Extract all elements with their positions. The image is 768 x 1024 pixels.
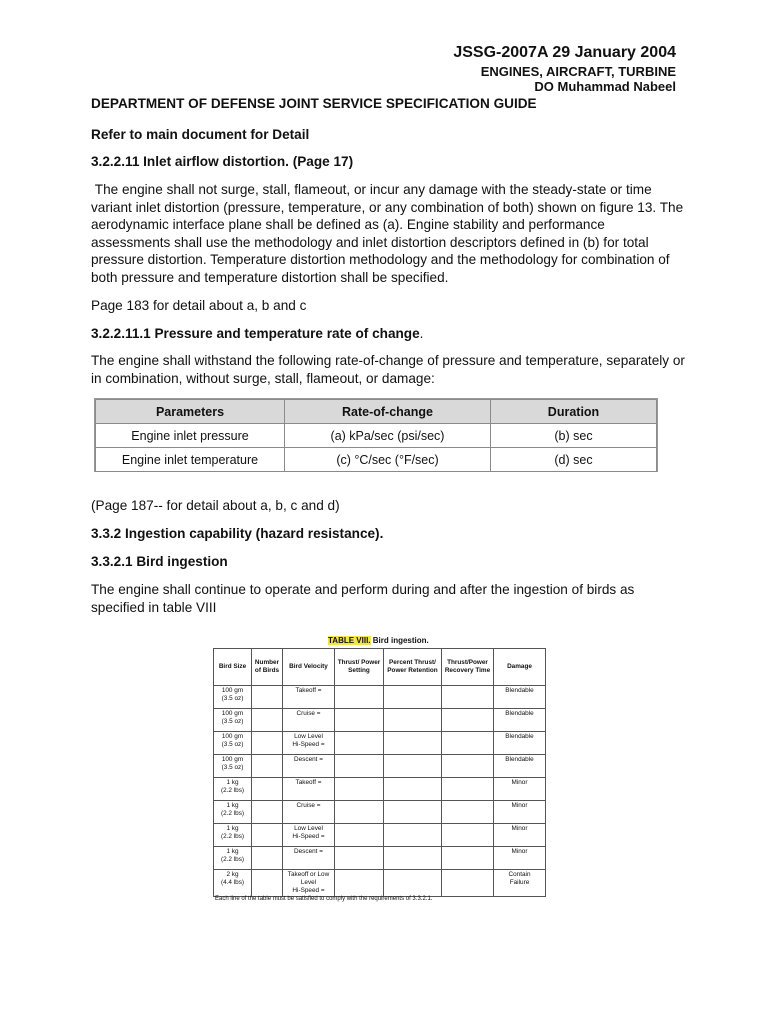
table-cell xyxy=(252,709,283,732)
table-cell xyxy=(384,801,442,824)
department-heading: DEPARTMENT OF DEFENSE JOINT SERVICE SPECIFICATION GUIDE xyxy=(91,96,537,111)
bird-table-caption xyxy=(328,636,429,645)
section-3-2-2-11-body: The engine shall not surge, stall, flameout, or incur any damage with the steady-state or time variant inlet distortion (pressure, temperature, or any combination of both) shown on figure 13. The aerodynamic interface plane shall be defined as (a). Engine stability and performance assessments shall use the methodology and inlet distortion descriptors defined in (b) for total pressure distortion. Temperature distortion methodology and the methodology for combination of both pressure and temperature distortion shall be specified. xyxy=(91,182,687,285)
table-row xyxy=(214,847,546,870)
table-header: Bird Velocity xyxy=(283,649,335,686)
table-cell: Low Level Hi-Speed = xyxy=(283,732,335,755)
table-cell: Engine inlet temperature xyxy=(96,448,285,472)
table-cell xyxy=(252,801,283,824)
section-3-2-2-11-heading: 3.2.2.11 Inlet airflow distortion. (Page 17) xyxy=(91,154,354,169)
table-header-row xyxy=(214,649,546,686)
table-cell: Minor xyxy=(494,801,546,824)
table-cell xyxy=(442,755,494,778)
table-cell: Low Level Hi-Speed = xyxy=(283,824,335,847)
table-cell: 1 kg (2.2 lbs) xyxy=(214,824,252,847)
table-header: Number of Birds xyxy=(252,649,283,686)
table-cell: Minor xyxy=(494,824,546,847)
table-cell xyxy=(335,801,384,824)
table-cell: (b) sec xyxy=(491,424,657,448)
table-row xyxy=(214,824,546,847)
table-cell xyxy=(442,709,494,732)
table-row xyxy=(214,732,546,755)
table-cell xyxy=(252,870,283,897)
table-cell xyxy=(335,686,384,709)
table-row xyxy=(96,448,657,472)
table-cell: (a) kPa/sec (psi/sec) xyxy=(285,424,491,448)
table-cell xyxy=(442,801,494,824)
table-cell xyxy=(442,732,494,755)
table-cell: 100 gm (3.5 oz) xyxy=(214,686,252,709)
table-header: Duration xyxy=(491,400,657,424)
heading-period: . xyxy=(419,326,424,341)
table-cell: Takeoff = xyxy=(283,686,335,709)
table-row xyxy=(96,424,657,448)
table-cell: Blendable xyxy=(494,755,546,778)
table-cell: 100 gm (3.5 oz) xyxy=(214,709,252,732)
table-cell xyxy=(442,870,494,897)
table-cell: Blendable xyxy=(494,709,546,732)
table-cell xyxy=(335,778,384,801)
table-header: Bird Size xyxy=(214,649,252,686)
table-header-row xyxy=(96,400,657,424)
table-cell xyxy=(335,824,384,847)
page-183-note: Page 183 for detail about a, b and c xyxy=(91,298,307,313)
table-cell: 1 kg (2.2 lbs) xyxy=(214,801,252,824)
table-header: Parameters xyxy=(96,400,285,424)
table-cell xyxy=(384,732,442,755)
table-cell: Engine inlet pressure xyxy=(96,424,285,448)
table-cell xyxy=(442,824,494,847)
bird-table-footnote: Each line of the table must be satisfied to comply with the requirements of 3.3.2.1. xyxy=(215,896,433,902)
table-cell: Takeoff = xyxy=(283,778,335,801)
table-cell xyxy=(252,778,283,801)
table-cell xyxy=(252,824,283,847)
table-cell xyxy=(252,847,283,870)
table-cell: Minor xyxy=(494,778,546,801)
section-3-2-2-11-1-body: The engine shall withstand the following rate-of-change of pressure and temperature, separately or in combination, without surge, stall, flameout, or damage: xyxy=(91,353,685,386)
table-header: Percent Thrust/ Power Retention xyxy=(384,649,442,686)
table-row xyxy=(214,686,546,709)
section-3-3-2-1-body: The engine shall continue to operate and perform during and after the ingestion of birds as specified in table VIII xyxy=(91,582,635,615)
table-cell xyxy=(384,824,442,847)
section-3-3-2-1-heading: 3.3.2.1 Bird ingestion xyxy=(91,554,228,569)
section-3-3-2-heading: 3.3.2 Ingestion capability (hazard resistance). xyxy=(91,526,384,541)
table-cell xyxy=(442,847,494,870)
table-cell xyxy=(384,870,442,897)
table-header: Thrust/Power Recovery Time xyxy=(442,649,494,686)
table-row xyxy=(214,778,546,801)
table-cell: (c) °C/sec (°F/sec) xyxy=(285,448,491,472)
table-cell xyxy=(252,755,283,778)
rate-of-change-table xyxy=(94,398,658,472)
table-cell xyxy=(384,847,442,870)
table-cell xyxy=(442,778,494,801)
table-cell xyxy=(252,686,283,709)
table-row xyxy=(214,755,546,778)
table-cell: 1 kg (2.2 lbs) xyxy=(214,847,252,870)
table-cell: 100 gm (3.5 oz) xyxy=(214,755,252,778)
table-cell: Cruise = xyxy=(283,801,335,824)
document-subtitle: ENGINES, AIRCRAFT, TURBINE xyxy=(480,64,676,79)
table-cell xyxy=(384,778,442,801)
page-187-note: (Page 187-- for detail about a, b, c and d) xyxy=(91,498,340,513)
table-cell: Cruise = xyxy=(283,709,335,732)
table-cell: Minor xyxy=(494,847,546,870)
refer-note: Refer to main document for Detail xyxy=(91,127,310,142)
table-cell xyxy=(252,732,283,755)
table-cell xyxy=(335,870,384,897)
caption-text: Bird ingestion. xyxy=(370,636,429,645)
table-cell: 1 kg (2.2 lbs) xyxy=(214,778,252,801)
table-cell xyxy=(335,709,384,732)
table-cell: 2 kg (4.4 lbs) xyxy=(214,870,252,897)
table-header: Damage xyxy=(494,649,546,686)
table-cell xyxy=(335,755,384,778)
table-cell: Contain Failure xyxy=(494,870,546,897)
bird-ingestion-table xyxy=(213,648,546,897)
table-cell: Blendable xyxy=(494,732,546,755)
table-cell: Descent = xyxy=(283,755,335,778)
table-cell xyxy=(442,686,494,709)
table-cell xyxy=(335,847,384,870)
table-cell: 100 gm (3.5 oz) xyxy=(214,732,252,755)
document-author: DO Muhammad Nabeel xyxy=(534,79,676,94)
table-row xyxy=(214,801,546,824)
table-cell: Takeoff or Low Level Hi-Speed = xyxy=(283,870,335,897)
table-cell xyxy=(384,686,442,709)
document-id: JSSG-2007A 29 January 2004 xyxy=(453,44,676,61)
table-cell xyxy=(335,732,384,755)
table-header: Rate-of-change xyxy=(285,400,491,424)
table-cell xyxy=(384,709,442,732)
table-row xyxy=(214,870,546,897)
caption-label: TABLE VIII. xyxy=(328,636,371,645)
section-3-2-2-11-1-heading-line xyxy=(91,325,423,343)
table-cell: (d) sec xyxy=(491,448,657,472)
section-3-2-2-11-1-heading: 3.2.2.11.1 Pressure and temperature rate of change xyxy=(91,326,420,341)
table-cell xyxy=(384,755,442,778)
table-row xyxy=(214,709,546,732)
table-cell: Blendable xyxy=(494,686,546,709)
table-header: Thrust/ Power Setting xyxy=(335,649,384,686)
table-cell: Descent = xyxy=(283,847,335,870)
